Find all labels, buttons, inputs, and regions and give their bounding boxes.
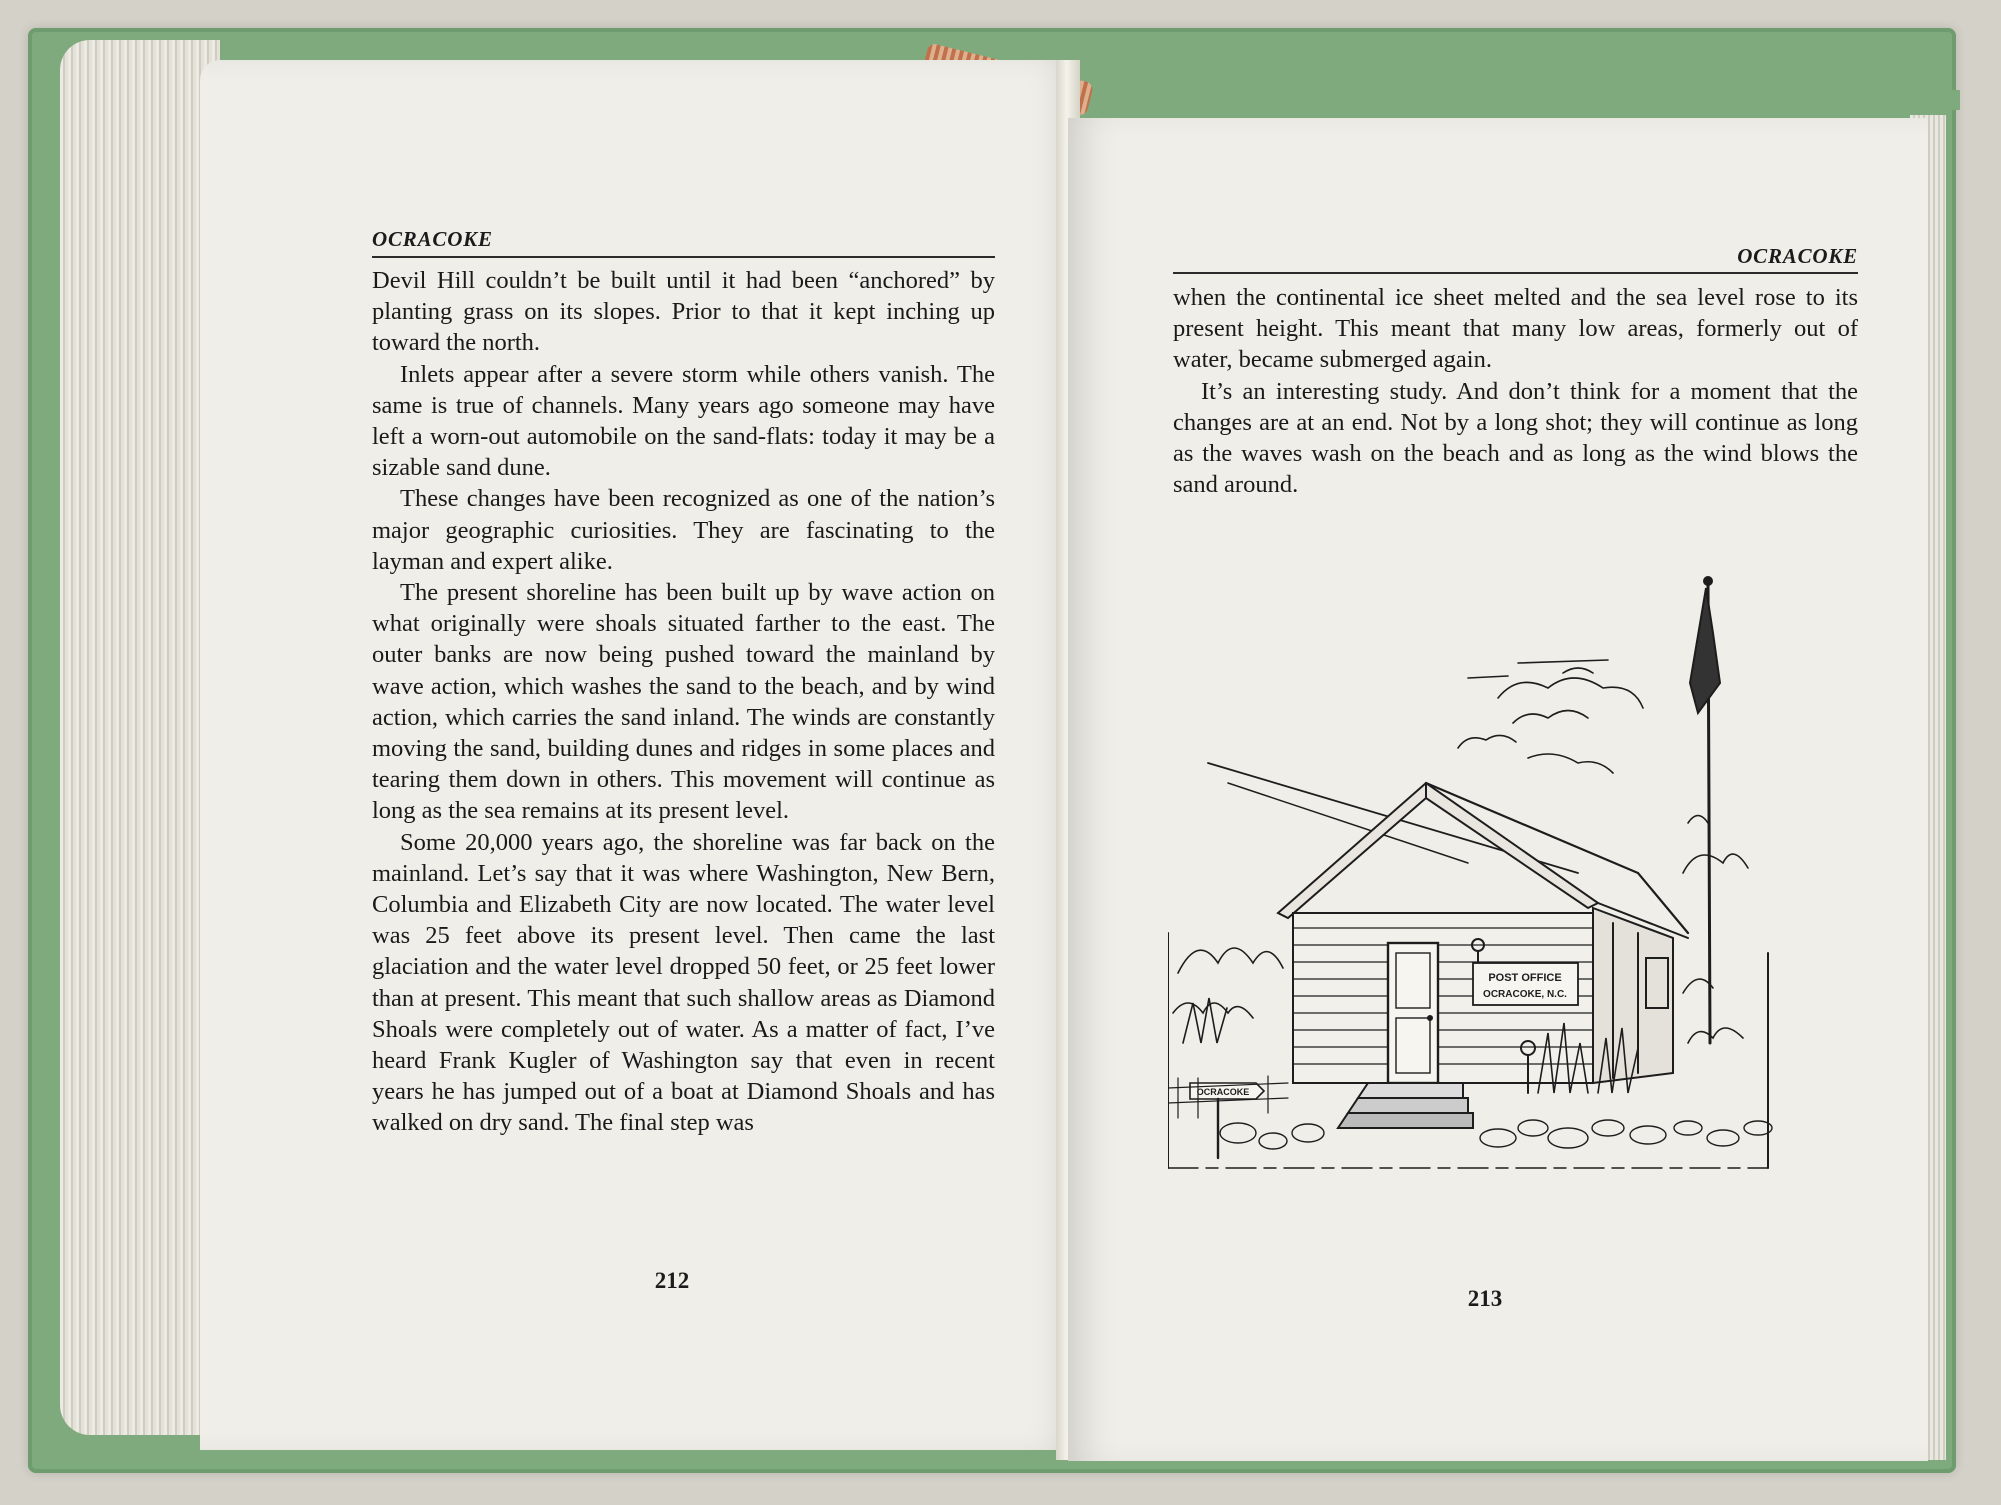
clouds	[1458, 660, 1643, 773]
right-running-head: OCRACOKE	[1737, 244, 1858, 268]
flagpole	[1690, 577, 1720, 1043]
post-office-illustration	[1168, 573, 1828, 1173]
left-header-rule	[372, 256, 995, 258]
road-sign	[1190, 1083, 1264, 1158]
right-page	[1068, 118, 1928, 1461]
right-text-block	[1173, 282, 1858, 500]
paragraph: when the continental ice sheet melted and the sea level rose to its present height. This meant that many low areas, formerly out of water, became submerged again.	[1173, 284, 1858, 374]
road-sign-text: OCRACOKE	[1196, 1087, 1250, 1097]
left-running-head: OCRACOKE	[372, 227, 493, 251]
paragraph: Devil Hill couldn’t be built until it had been “anchored” by planting grass on its slopes. Prior to that it kept inching up toward the north.	[372, 267, 995, 357]
left-page-number: 212	[654, 1268, 690, 1293]
stones	[1220, 1120, 1772, 1149]
right-page-number: 213	[1467, 1286, 1503, 1311]
paragraph: Some 20,000 years ago, the shoreline was far back on the mainland. Let’s say that it was where Washington, New Bern, Columbia and Elizabeth City are now located. The water level was 25 feet above its present level. Then came the last glaciation and the water level dropped 50 feet, or 25 feet lower than at present. This meant that such shallow areas as Diamond Shoals were completely out of water. As a matter of fact, I’ve heard Frank Kugler of Washington say that even in recent years he has jumped out of a boat at Diamond Shoals and has walked on dry sand. The final step was	[372, 828, 995, 1137]
paragraph: The present shoreline has been built up by wave action on what originally were shoals situated farther to the east. The outer banks are now being pushed toward the mainland by wave action, which washes the sand to the beach, and by wind action, which carries the sand inland. The winds are constantly moving the sand, building dunes and ridges in some places and tearing them down in others. This movement will continue as long as the sea remains at its present level.	[372, 579, 995, 825]
left-page	[200, 60, 1080, 1450]
paragraph: These changes have been recognized as one of the nation’s major geographic curiosities. They are fascinating to the layman and expert alike.	[372, 485, 995, 575]
paragraph: Inlets appear after a severe storm while others vanish. The same is true of channels. Many years ago someone may have left a worn-out automobile on the sand-flats: today it may be a sizable sand dune.	[372, 360, 995, 482]
post-office-sign	[1473, 963, 1578, 1005]
book-cover-edge	[1100, 90, 1960, 110]
paragraph: It’s an interesting study. And don’t think for a moment that the changes are at an end. Not by a long shot; they will continue as long as the waves wash on the beach and as long as the wind blows the sand around.	[1173, 377, 1858, 499]
left-text-block	[372, 265, 995, 1139]
page-edges-left	[60, 40, 220, 1435]
right-header-rule	[1173, 272, 1858, 274]
sign-town-text: OCRACOKE, N.C.	[1483, 989, 1567, 1000]
sign-post-office-text: POST OFFICE	[1488, 972, 1562, 984]
